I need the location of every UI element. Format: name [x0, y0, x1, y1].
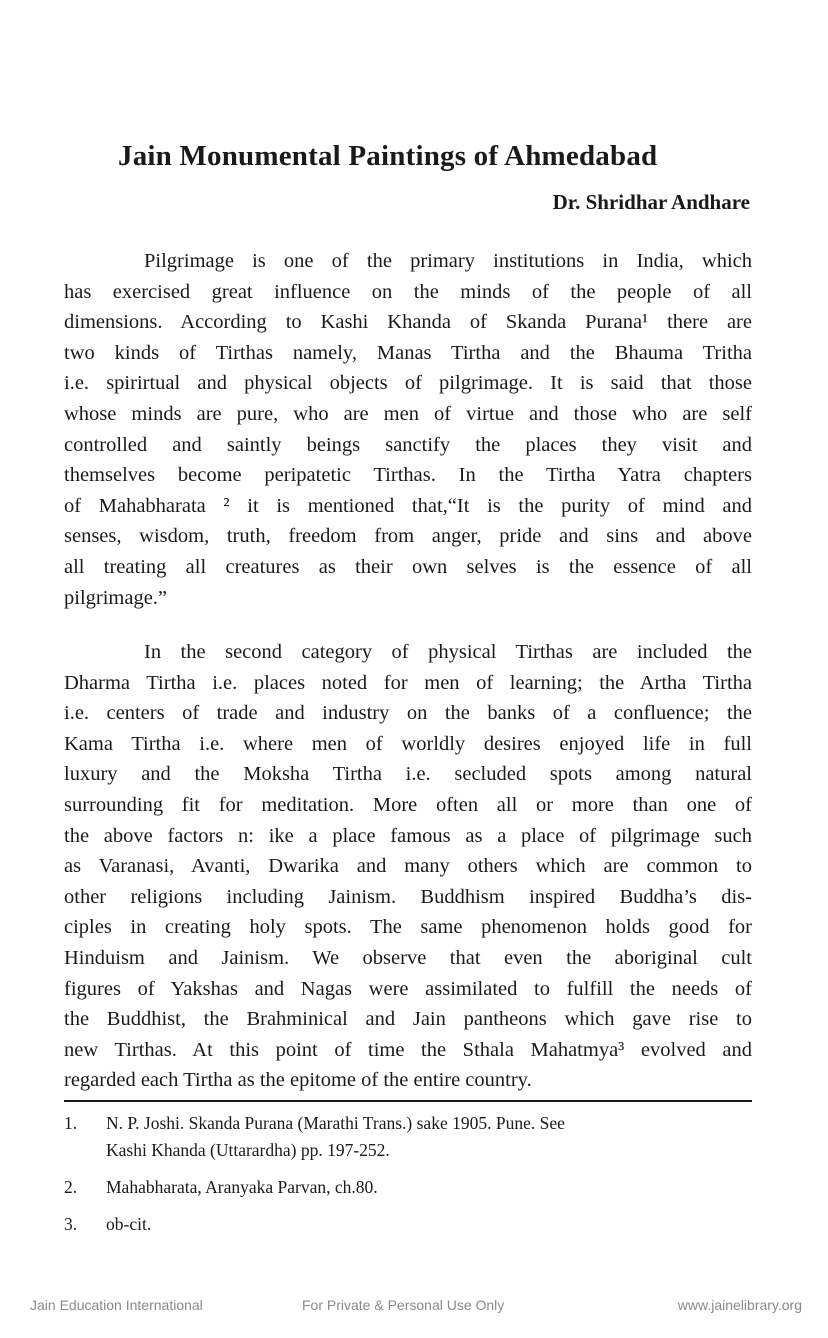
text-line: Dharma Tirtha i.e. places noted for men of learning; the Artha Tirtha: [64, 671, 752, 694]
text-line: has exercised great influence on the minds of the people of all: [64, 280, 752, 303]
text-line: controlled and saintly beings sanctify the places they visit and: [64, 433, 752, 456]
text-line: all treating all creatures as their own selves is the essence of all: [64, 555, 752, 578]
text-line: as Varanasi, Avanti, Dwarika and many others which are common to: [64, 855, 752, 878]
text-line: whose minds are pure, who are men of virtue and those who are self: [64, 402, 752, 425]
footnote-text: N. P. Joshi. Skanda Purana (Marathi Trans.) sake 1905. Pune. See: [106, 1113, 565, 1133]
footnote-number: 2.: [64, 1177, 78, 1197]
text-line: Pilgrimage is one of the primary institutions in India, which: [144, 250, 752, 272]
text-line: other religions including Jainism. Buddhism inspired Buddha’s dis-: [64, 885, 752, 908]
text-line: surrounding fit for meditation. More often all or more than one of: [64, 793, 752, 816]
text-line: new Tirthas. At this point of time the Sthala Mahatmya³ evolved and: [64, 1038, 752, 1061]
text-line: pilgrimage.”: [64, 586, 168, 609]
text-line: i.e. spirirtual and physical objects of pilgrimage. It is said that those: [64, 372, 752, 395]
text-line: two kinds of Tirthas namely, Manas Tirtha and the Bhauma Tritha: [64, 341, 752, 364]
footnote-number: 3.: [64, 1214, 78, 1234]
text-line: regarded each Tirtha as the epitome of the entire country.: [64, 1069, 532, 1092]
text-line: dimensions. According to Kashi Khanda of Skanda Purana¹ there are: [64, 311, 752, 334]
text-line: luxury and the Moksha Tirtha i.e. secluded spots among natural: [64, 763, 752, 786]
paragraph-1: [64, 246, 752, 613]
footer-publisher: Jain Education International: [30, 1297, 203, 1313]
text-line: ciples in creating holy spots. The same phenomenon holds good for: [64, 916, 752, 939]
footnote-number: 1.: [64, 1113, 78, 1133]
footnotes: [64, 1110, 754, 1248]
footer-website-link[interactable]: www.jainelibrary.org: [677, 1297, 802, 1313]
footnote-text: Kashi Khanda (Uttarardha) pp. 197-252.: [106, 1140, 390, 1160]
footnote-1: [64, 1110, 754, 1164]
text-line: themselves become peripatetic Tirthas. In the Tirtha Yatra chapters: [64, 464, 752, 487]
text-line: In the second category of physical Tirthas are included the: [144, 641, 752, 663]
footnote-divider: [64, 1100, 752, 1102]
paragraph-2: [64, 637, 752, 1096]
footer-usage-note: For Private & Personal Use Only: [302, 1297, 505, 1313]
text-line: the above factors n: ike a place famous as a place of pilgrimage such: [64, 824, 752, 847]
footnote-2: [64, 1174, 754, 1201]
text-line: Hinduism and Jainism. We observe that even the aboriginal cult: [64, 946, 752, 969]
footnote-3: [64, 1211, 754, 1238]
article-title: Jain Monumental Paintings of Ahmedabad: [118, 140, 658, 172]
text-line: Kama Tirtha i.e. where men of worldly desires enjoyed life in full: [64, 732, 752, 755]
text-line: of Mahabharata ² it is mentioned that,“It is the purity of mind and: [64, 494, 752, 517]
footnote-text: ob-cit.: [106, 1214, 152, 1234]
footnote-text: Mahabharata, Aranyaka Parvan, ch.80.: [106, 1177, 378, 1197]
page-footer: [0, 1297, 828, 1317]
text-line: senses, wisdom, truth, freedom from anger, pride and sins and above: [64, 525, 752, 548]
author-name: Dr. Shridhar Andhare: [552, 190, 750, 214]
text-line: the Buddhist, the Brahminical and Jain pantheons which gave rise to: [64, 1008, 752, 1031]
text-line: figures of Yakshas and Nagas were assimilated to fulfill the needs of: [64, 977, 752, 1000]
text-line: i.e. centers of trade and industry on the banks of a confluence; the: [64, 702, 752, 725]
